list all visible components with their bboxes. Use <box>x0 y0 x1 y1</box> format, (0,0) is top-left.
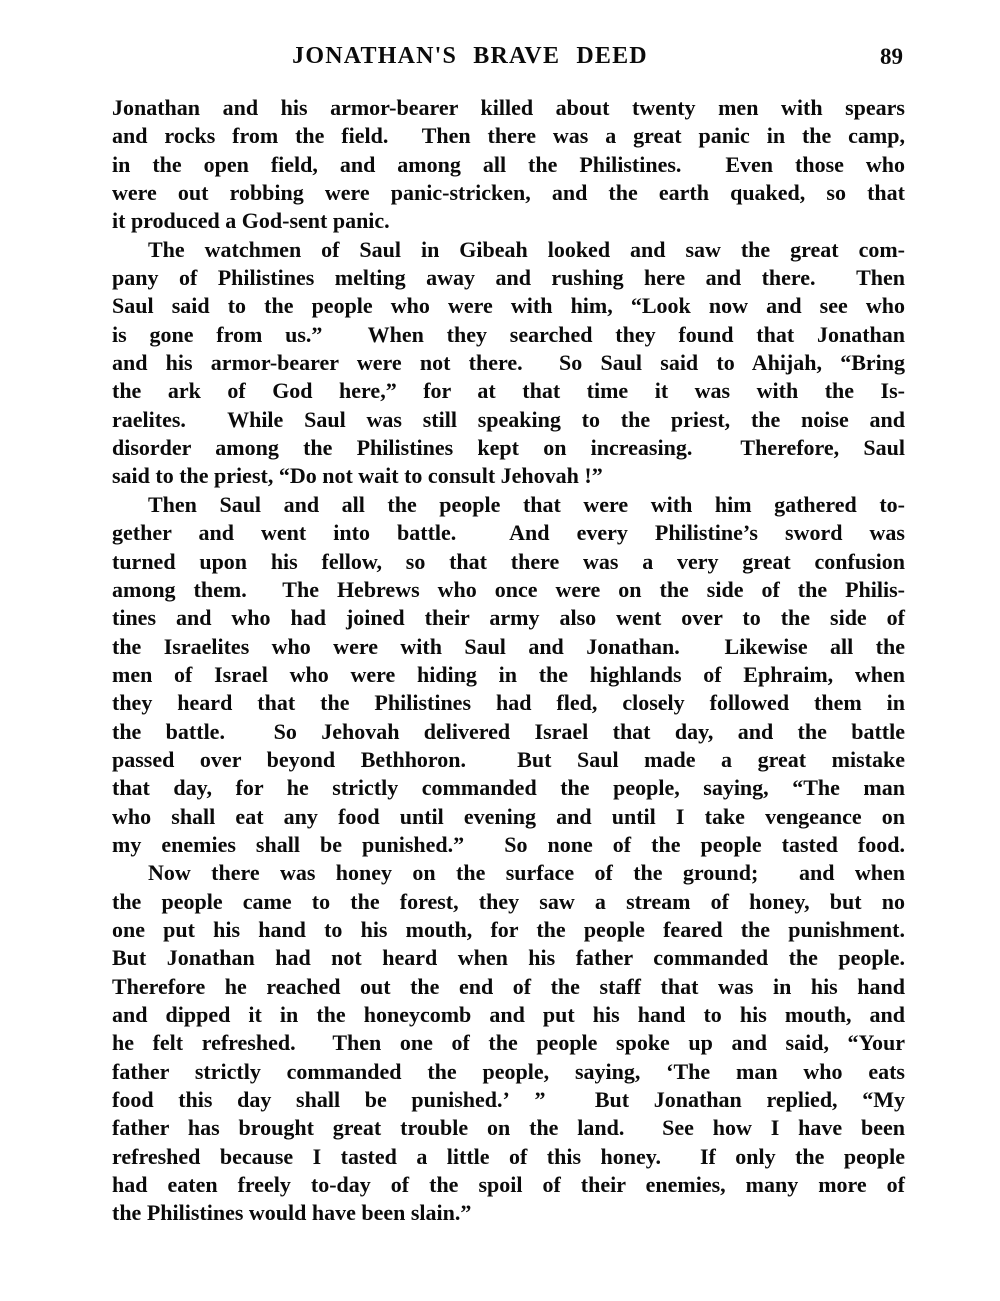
text-line: the people came to the forest, they saw a stream of honey, but no <box>112 888 905 914</box>
text-line: said to the priest, “Do not wait to consult Jehovah !” <box>112 463 603 489</box>
text-line: passed over beyond Bethhoron. But Saul made a great mistake <box>112 746 905 772</box>
text-line: refreshed because I tasted a little of this honey. If only the people <box>112 1143 905 1169</box>
text-line: it produced a God-sent panic. <box>112 208 390 234</box>
page-title: JONATHAN'S BRAVE DEED <box>292 43 648 69</box>
text-line: the Israelites who were with Saul and Jonathan. Likewise all the <box>112 633 905 659</box>
text-line: raelites. While Saul was still speaking to the priest, the noise and <box>112 406 905 432</box>
text-line: The watchmen of Saul in Gibeah looked and saw the great com- <box>148 236 905 262</box>
text-line: and rocks from the field. Then there was a great panic in the camp, <box>112 123 905 149</box>
text-line: father has brought great trouble on the land. See how I have been <box>112 1115 905 1141</box>
text-line: and dipped it in the honeycomb and put his hand to his mouth, and <box>112 1002 905 1027</box>
text-line: Then Saul and all the people that were with him gathered to- <box>148 491 905 517</box>
text-line: had eaten freely to-day of the spoil of their enemies, many more of <box>112 1172 905 1198</box>
text-line: food this day shall be punished.’ ” But Jonathan replied, “My <box>112 1087 905 1113</box>
paragraph <box>112 491 905 859</box>
text-line: is gone from us.” When they searched they found that Jonathan <box>112 321 905 347</box>
text-line: Saul said to the people who were with him, “Look now and see who <box>112 293 905 319</box>
text-line: who shall eat any food until evening and until I take vengeance on <box>112 803 905 829</box>
text-line: in the open field, and among all the Philistines. Even those who <box>112 151 905 177</box>
text-line: he felt refreshed. Then one of the people spoke up and said, “Your <box>112 1030 905 1056</box>
page-number: 89 <box>880 44 903 69</box>
paragraph <box>112 859 905 1227</box>
paragraph <box>112 236 905 491</box>
text-line: disorder among the Philistines kept on increasing. Therefore, Saul <box>112 435 905 461</box>
text-line: tines and who had joined their army also went over to the side of <box>112 605 905 631</box>
text-line: men of Israel who were hiding in the highlands of Ephraim, when <box>112 661 905 687</box>
text-line: that day, for he strictly commanded the people, saying, “The man <box>112 775 905 801</box>
paragraph <box>112 94 905 236</box>
text-line: pany of Philistines melting away and rushing here and there. Then <box>112 265 905 291</box>
text-line: Now there was honey on the surface of the ground; and when <box>148 860 905 886</box>
text-line: the ark of God here,” for at that time it was with the Is- <box>112 378 905 404</box>
text-line: my enemies shall be punished.” So none of the people tasted food. <box>112 831 905 857</box>
text-line: father strictly commanded the people, saying, ‘The man who eats <box>112 1058 905 1084</box>
text-line: the battle. So Jehovah delivered Israel that day, and the battle <box>112 718 905 744</box>
text-line: But Jonathan had not heard when his father commanded the people. <box>112 945 905 971</box>
text-line: and his armor-bearer were not there. So Saul said to Ahijah, “Bring <box>112 350 905 376</box>
body-text <box>112 94 905 1228</box>
text-line: the Philistines would have been slain.” <box>112 1200 472 1226</box>
text-line: turned upon his fellow, so that there was a very great confusion <box>112 548 905 574</box>
text-line: gether and went into battle. And every Philistine’s sword was <box>112 520 905 546</box>
text-line: they heard that the Philistines had fled, closely followed them in <box>112 690 905 716</box>
text-line: Therefore he reached out the end of the staff that was in his hand <box>112 973 905 999</box>
text-line: Jonathan and his armor-bearer killed about twenty men with spears <box>112 95 905 120</box>
text-line: among them. The Hebrews who once were on the side of the Philis- <box>112 576 905 602</box>
text-line: one put his hand to his mouth, for the people feared the punishment. <box>112 916 905 942</box>
text-line: were out robbing were panic-stricken, and the earth quaked, so that <box>112 180 905 206</box>
